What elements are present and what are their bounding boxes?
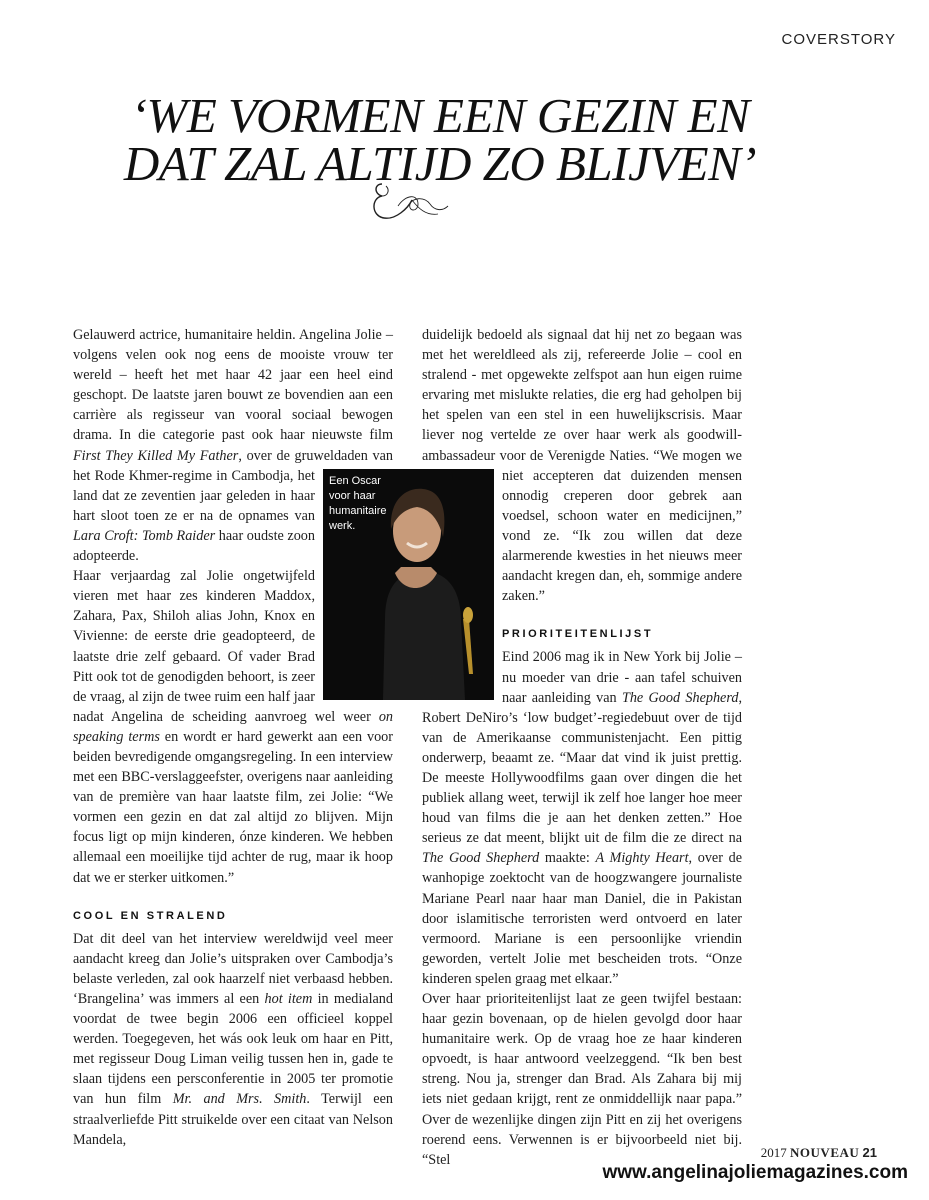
paragraph: duidelijk bedoeld als signaal dat hij net zo begaan was met het wereldleed als zij, refereerde Jolie – cool en stralend - met opgewekte zelfspot aan hun eigen ruime ervaring met mislukte relaties, die erg had geholpen bij het spelen van een stel in een huwelijkscrisis. Maar liever nog vertelde ze over haar werk als goodwill-ambassadeur voor de Verenigde Naties. “We mogen we niet accepteren dat duizenden mensen onnodig creperen door gebrek aan voedsel, schoon water en medicijnen,” vond ze. “Ik zou willen dat deze alarmerende kwesties in het nieuws meer aandacht kregen dan, eh, sommige andere zaken.”: [422, 327, 742, 605]
watermark: www.angelinajoliemagazines.com: [602, 1162, 908, 1183]
film-title: The Good Shepherd: [422, 850, 540, 867]
folio: [761, 1145, 877, 1161]
photo-caption: Een Oscar voor haar humanitaire werk.: [329, 475, 387, 532]
paragraph: Gelauwerd actrice, humanitaire heldin. Angelina Jolie – volgens velen ook nog eens de mooiste vrouw ter wereld – heeft het met haar 42 jaar een heel eind geschopt. De laatste jaren bouwt ze bovendien aan een carrière als regisseur van vooral sociaal bewogen drama. In die categorie past ook haar nieuwste film First They Killed My Father, over de gruweldaden van het Rode Khmer-regime in Cambodja, het land dat ze zeventien jaar geleden in haar hart sloot toen ze er na de opnames van Lara Croft: Tomb Raider haar oudste zoon adopteerde.: [73, 327, 393, 565]
film-title: A Mighty Heart: [595, 850, 689, 867]
film-title: Mr. and Mrs. Smith: [172, 1091, 307, 1108]
film-title: The Good Shepherd: [621, 689, 739, 706]
film-title: First They Killed My Father: [73, 447, 239, 464]
film-title: Lara Croft: Tomb Raider: [73, 527, 216, 544]
subheading-prioriteitenlijst: PRIORITEITENLIJST: [502, 628, 654, 641]
emphasis: hot item: [264, 991, 313, 1007]
paragraph: Dat dit deel van het interview wereldwijd veel meer aandacht kreeg dan Jolie’s uitspraken over Cambodja’s belaste verleden, zal ook haarzelf niet verbaasd hebben. ‘Brangelina’ was immers al een hot item in medialand voordat de twee begin 2006 een officieel koppel werden. Toegegeven, het wás ook leuk om haar en Pitt, met regisseur Doug Liman veilig tussen hen in, gade te slaan tijdens een persconferentie in 2005 ter promotie van hun film Mr. and Mrs. Smith. Terwijl een straalverliefde Pitt struikelde over een citaat van Nelson Mandela,: [73, 930, 393, 1148]
headline-line-2: DAT ZAL ALTIJD ZO BLIJVEN’: [123, 136, 757, 191]
folio-brand: NOUVEAU: [790, 1145, 860, 1160]
article-column-left: [73, 325, 393, 1150]
page-number: 21: [862, 1145, 877, 1160]
paragraph: Over haar prioriteitenlijst laat ze geen twijfel bestaan: haar gezin bovenaan, op de hielen gevolgd door haar humanitaire werk. Op de vraag hoe ze haar kinderen opvoedt, is haar antwoord veelzeggend. “Ik ben best streng. Nou ja, strenger dan Brad. Als Zahara bij mij iets niet gedaan krijgt, rent ze onmiddellijk naar papa.” Over de wezenlijke dingen zijn Pitt en zij het overigens roerend eens. Verwennen is er bijvoorbeeld niet bij. “Stel: [422, 991, 742, 1168]
headline: [60, 88, 820, 191]
section-tag: COVERSTORY: [781, 31, 896, 48]
emphasis: on speaking terms: [73, 708, 393, 745]
article-column-right: [422, 325, 742, 1170]
folio-year: 2017: [760, 1145, 787, 1160]
paragraph: Eind 2006 mag ik in New York bij Jolie – nu moeder van drie - aan tafel schuiven naar aanleiding van The Good Shepherd, Robert DeNiro’s ‘low budget’-regiedebuut over de tijd van de Amerikaanse communistenjacht. Een pittig onderwerp, beaamt ze. “Maar dat vind ik juist prettig. De meeste Hollywoodfilms gaan over dingen die het publiek allang weet, terwijl ik zelf hoe langer hoe meer houd van films die je aan het denken zetten.” Hoe serieus ze dat meent, blijkt uit de film die ze direct na The Good Shepherd maakte: A Mighty Heart, over de wanhopige zoektocht van de hoogzwangere journaliste Mariane Pearl naar haar man Daniel, die in Pakistan door islamitische terroristen werd ontvoerd en later vermoord. Mariane is een persoonlijke vriendin geworden, vertelt Jolie met bescheiden trots. “Onze kinderen spelen graag met elkaar.”: [422, 649, 743, 987]
ampersand-ornament-icon: [368, 178, 452, 228]
subheading-cool-en-stralend: COOL EN STRALEND: [73, 909, 228, 922]
headline-line-1: ‘WE VORMEN EEN GEZIN EN: [130, 88, 750, 143]
paragraph: Haar verjaardag zal Jolie ongetwijfeld vieren met haar zes kinderen Maddox, Zahara, Pax, Shiloh alias John, Knox en Vivienne: de eerste drie geadopteerd, de laatste drie zelf gebaard. Of vader Brad Pitt ook tot de genodigden behoort, is zeer de vraag, al zijn de twee ruim een half jaar nadat Angelina de scheiding aanvroeg wel weer on speaking terms en wordt er hard gewerkt aan een voor beiden bevredigende omgangsregeling. In een interview met een BBC-verslaggeefster, overigens naar aanleiding van de première van haar laatste film, zei Jolie: “We vormen een gezin en dat zal altijd zo blijven. Mijn focus ligt op mijn kinderen, ónze kinderen. We hebben allemaal een moeilijke tijd achter de rug, maar ik hoop dat we er sterker uitkomen.”: [73, 568, 393, 886]
